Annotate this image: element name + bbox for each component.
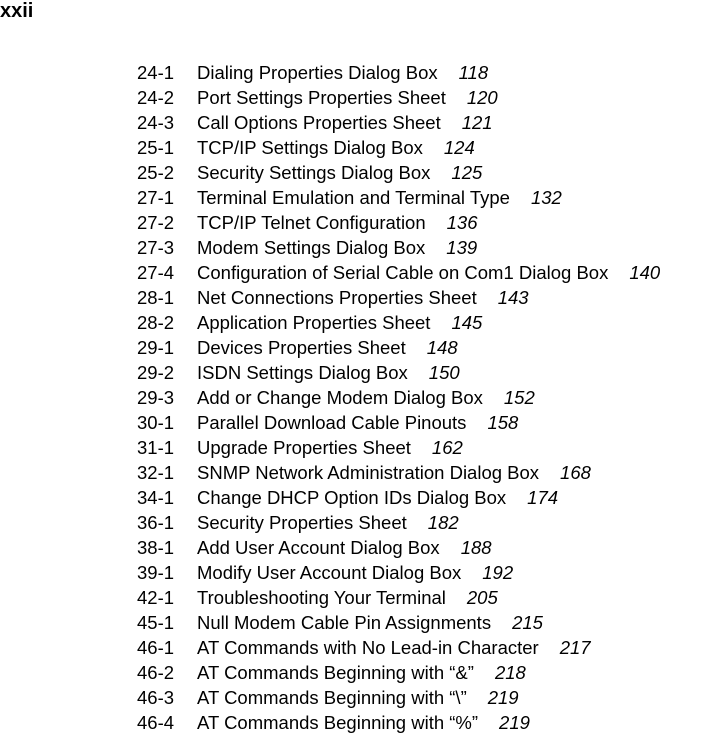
figure-number: 46-1 [137,637,175,658]
figure-number: 25-1 [137,137,175,158]
figure-page-number: 124 [443,137,475,158]
figure-title: ISDN Settings Dialog Box [197,362,408,383]
figure-number: 24-1 [137,62,175,83]
figure-number: 29-3 [137,387,175,408]
figure-page-number: 162 [431,437,463,458]
list-item [137,435,660,460]
figure-title: Terminal Emulation and Terminal Type [197,187,510,208]
figure-title: Application Properties Sheet [197,312,431,333]
figure-page-number: 125 [451,162,483,183]
figure-title: AT Commands Beginning with “&” [197,662,474,683]
list-item [137,335,660,360]
list-item [137,260,660,285]
figure-number: 46-3 [137,687,175,708]
figure-title: AT Commands Beginning with “\” [197,687,467,708]
figure-page-number: 192 [482,562,514,583]
figure-number: 27-3 [137,237,175,258]
list-item [137,60,660,85]
figure-title: Configuration of Serial Cable on Com1 Dialog Box [197,262,609,283]
figure-title: Security Settings Dialog Box [197,162,431,183]
figure-page-number: 143 [497,287,529,308]
list-item [137,285,660,310]
list-item [137,185,660,210]
figure-number: 24-3 [137,112,175,133]
figure-number: 25-2 [137,162,175,183]
figure-page-number: 218 [494,662,526,683]
figure-title: TCP/IP Settings Dialog Box [197,137,423,158]
figure-number: 29-2 [137,362,175,383]
figure-page-number: 136 [446,212,478,233]
figure-title: Add User Account Dialog Box [197,537,440,558]
figure-number: 27-1 [137,187,175,208]
figure-title: Net Connections Properties Sheet [197,287,477,308]
figure-page-number: 145 [451,312,483,333]
list-item [137,110,660,135]
figure-title: Null Modem Cable Pin Assignments [197,612,492,633]
figure-number: 24-2 [137,87,175,108]
figure-title: Add or Change Modem Dialog Box [197,387,483,408]
figure-number: 27-4 [137,262,175,283]
figure-page-number: 118 [458,62,489,83]
list-item [137,635,660,660]
list-item [137,235,660,260]
figure-page-number: 188 [460,537,492,558]
figure-page-number: 219 [487,687,519,708]
figure-title: Modem Settings Dialog Box [197,237,426,258]
figure-number: 36-1 [137,512,175,533]
figure-number: 28-1 [137,287,175,308]
figure-number: 31-1 [137,437,175,458]
figure-title: Security Properties Sheet [197,512,407,533]
figure-number: 29-1 [137,337,175,358]
page-number: xxii [0,0,34,22]
figure-title: Call Options Properties Sheet [197,112,441,133]
figure-page-number: 215 [512,612,543,633]
list-item [137,560,660,585]
list-item [137,410,660,435]
figure-number: 42-1 [137,587,175,608]
list-item [137,360,660,385]
figure-title: Troubleshooting Your Terminal [197,587,446,608]
figure-number: 39-1 [137,562,175,583]
figure-title: TCP/IP Telnet Configuration [197,212,426,233]
figure-page-number: 168 [560,462,591,483]
list-item [137,510,660,535]
list-item [137,610,660,635]
figure-page-number: 182 [427,512,459,533]
figure-title: Upgrade Properties Sheet [197,437,411,458]
figure-number: 30-1 [137,412,175,433]
figure-title: AT Commands with No Lead-in Character [197,637,539,658]
figure-page-number: 174 [527,487,559,508]
list-item [137,460,660,485]
figure-number: 28-2 [137,312,175,333]
figure-page-number: 158 [487,412,519,433]
list-of-figures [137,60,660,735]
figure-number: 46-4 [137,712,175,733]
figure-page-number: 148 [426,337,458,358]
list-item [137,310,660,335]
list-item [137,385,660,410]
figure-page-number: 150 [428,362,460,383]
figure-page-number: 217 [559,637,591,658]
figure-title: Change DHCP Option IDs Dialog Box [197,487,507,508]
figure-title: Dialing Properties Dialog Box [197,62,438,83]
figure-title: AT Commands Beginning with “%” [197,712,479,733]
list-item [137,685,660,710]
figure-number: 38-1 [137,537,175,558]
figure-page-number: 121 [461,112,493,133]
figure-page-number: 120 [466,87,498,108]
figure-page-number: 152 [503,387,535,408]
figure-page-number: 205 [466,587,498,608]
list-item [137,660,660,685]
figure-title: Devices Properties Sheet [197,337,406,358]
list-item [137,585,660,610]
list-item [137,485,660,510]
list-item [137,710,660,735]
list-item [137,85,660,110]
figure-title: Modify User Account Dialog Box [197,562,462,583]
figure-number: 46-2 [137,662,175,683]
figure-number: 34-1 [137,487,175,508]
list-item [137,135,660,160]
figure-page-number: 139 [446,237,478,258]
list-item [137,535,660,560]
figure-page-number: 140 [629,262,661,283]
figure-number: 27-2 [137,212,175,233]
figure-title: SNMP Network Administration Dialog Box [197,462,540,483]
list-item [137,210,660,235]
figure-page-number: 219 [499,712,530,733]
figure-number: 45-1 [137,612,175,633]
list-item [137,160,660,185]
figure-page-number: 132 [530,187,562,208]
figure-title: Port Settings Properties Sheet [197,87,446,108]
figure-title: Parallel Download Cable Pinouts [197,412,467,433]
figure-number: 32-1 [137,462,175,483]
